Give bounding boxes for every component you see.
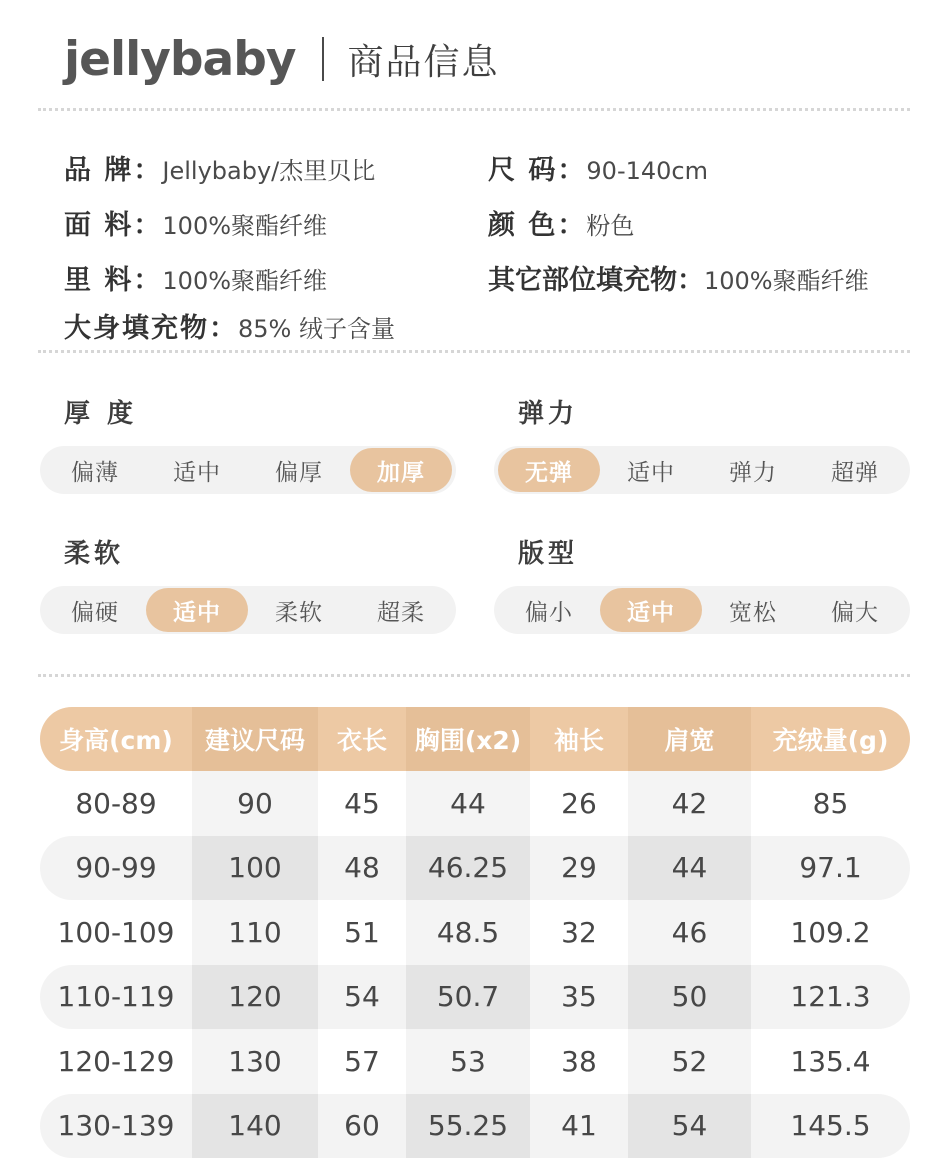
table-cell: 110	[192, 900, 318, 965]
table-cell: 135.4	[790, 1044, 871, 1078]
fit-option[interactable]: 偏小	[525, 599, 573, 626]
table-header-cell: 身高(cm)	[59, 726, 173, 755]
info-label: 面 料：	[64, 210, 163, 241]
table-cell: 52	[628, 1029, 751, 1094]
elasticity-option[interactable]: 无弹	[498, 448, 600, 492]
size-table	[40, 707, 910, 1158]
table-cell: 45	[344, 786, 380, 820]
info-label: 品 牌：	[64, 155, 163, 186]
info-value: 100%聚酯纤维	[162, 267, 328, 295]
info-value: 粉色	[586, 212, 635, 240]
table-cell: 29	[561, 851, 597, 885]
table-cell: 48	[344, 851, 380, 885]
thickness-title: 厚 度	[64, 399, 138, 429]
table-cell: 90	[192, 771, 318, 836]
brand-logo: jellybaby	[64, 31, 296, 87]
table-cell: 46	[628, 900, 751, 965]
table-body	[40, 771, 910, 1158]
fit-option[interactable]: 偏大	[831, 599, 879, 626]
table-cell: 50.7	[406, 965, 530, 1030]
table-cell: 80-89	[75, 786, 157, 820]
softness-option[interactable]: 超柔	[377, 599, 425, 626]
softness-option[interactable]: 偏硬	[71, 599, 119, 626]
softness-scale	[40, 586, 456, 634]
table-cell: 100	[192, 836, 318, 901]
page-title: 商品信息	[347, 41, 500, 83]
table-cell: 26	[561, 786, 597, 820]
softness-option[interactable]: 柔软	[275, 599, 323, 626]
table-row	[40, 1094, 910, 1159]
info-label: 其它部位填充物：	[488, 265, 704, 296]
table-cell: 120	[192, 965, 318, 1030]
table-cell: 54	[628, 1094, 751, 1159]
elasticity-scale	[494, 446, 910, 494]
info-value: 100%聚酯纤维	[162, 212, 328, 240]
thickness-option[interactable]: 偏厚	[275, 459, 323, 486]
table-cell: 53	[406, 1029, 530, 1094]
table-cell: 90-99	[75, 851, 157, 885]
divider-info	[38, 350, 910, 353]
table-cell: 110-119	[57, 980, 175, 1014]
elasticity-option[interactable]: 适中	[627, 459, 675, 486]
fit-title: 版型	[518, 539, 579, 569]
table-row	[40, 771, 910, 836]
thickness-option[interactable]: 偏薄	[71, 459, 119, 486]
info-fabric	[64, 209, 327, 243]
table-cell: 60	[344, 1109, 380, 1143]
table-header-cell: 袖长	[553, 726, 604, 755]
table-header-cell: 胸围(x2)	[406, 707, 530, 771]
table-cell: 48.5	[406, 900, 530, 965]
table-cell: 120-129	[57, 1044, 175, 1078]
table-header	[40, 707, 910, 771]
table-cell: 140	[192, 1094, 318, 1159]
info-label: 大身填充物：	[64, 313, 238, 344]
table-cell: 38	[561, 1044, 597, 1078]
table-cell: 44	[628, 836, 751, 901]
softness-title: 柔软	[64, 539, 125, 569]
table-cell: 54	[344, 980, 380, 1014]
info-label: 尺 码：	[488, 155, 587, 186]
thickness-option[interactable]: 加厚	[350, 448, 452, 492]
table-cell: 44	[406, 771, 530, 836]
table-cell: 50	[628, 965, 751, 1030]
table-header-cell: 充绒量(g)	[772, 726, 889, 755]
table-cell: 42	[628, 771, 751, 836]
info-value: 85% 绒子含量	[238, 315, 395, 343]
table-row	[40, 1029, 910, 1094]
page-header	[64, 24, 500, 94]
elasticity-option[interactable]: 超弹	[831, 459, 879, 486]
thickness-scale	[40, 446, 456, 494]
table-cell: 109.2	[790, 915, 871, 949]
fit-option[interactable]: 适中	[600, 588, 702, 632]
table-cell: 57	[344, 1044, 380, 1078]
info-value: 90-140cm	[586, 157, 708, 185]
thickness-option[interactable]: 适中	[173, 459, 221, 486]
table-cell: 32	[561, 915, 597, 949]
elasticity-title: 弹力	[518, 399, 579, 429]
table-header-cell: 建议尺码	[192, 707, 318, 771]
table-cell: 85	[812, 786, 849, 820]
table-row	[40, 836, 910, 901]
table-cell: 35	[561, 980, 597, 1014]
softness-option[interactable]: 适中	[146, 588, 248, 632]
table-row	[40, 900, 910, 965]
fit-option[interactable]: 宽松	[729, 599, 777, 626]
info-lining	[64, 264, 327, 298]
elasticity-option[interactable]: 弹力	[729, 459, 777, 486]
table-cell: 97.1	[799, 851, 862, 885]
table-cell: 145.5	[790, 1109, 871, 1143]
info-brand	[64, 154, 375, 188]
table-cell: 51	[344, 915, 380, 949]
info-label: 里 料：	[64, 265, 163, 296]
divider-top	[38, 108, 910, 111]
table-cell: 121.3	[790, 980, 871, 1014]
table-cell: 46.25	[406, 836, 530, 901]
table-cell: 130-139	[57, 1109, 175, 1143]
fit-scale	[494, 586, 910, 634]
table-cell: 41	[561, 1109, 597, 1143]
table-cell: 130	[192, 1029, 318, 1094]
info-value: Jellybaby/杰里贝比	[162, 157, 376, 185]
info-body-filling	[64, 312, 395, 346]
info-size	[488, 154, 708, 188]
table-cell: 55.25	[406, 1094, 530, 1159]
header-divider	[322, 37, 324, 81]
info-other-filling	[488, 264, 869, 298]
table-header-cell: 衣长	[336, 726, 387, 755]
info-color	[488, 209, 634, 243]
table-row	[40, 965, 910, 1030]
table-header-cell: 肩宽	[628, 707, 751, 771]
table-cell: 100-109	[57, 915, 175, 949]
info-value: 100%聚酯纤维	[704, 267, 869, 295]
info-label: 颜 色：	[488, 210, 587, 241]
divider-attributes	[38, 674, 910, 677]
